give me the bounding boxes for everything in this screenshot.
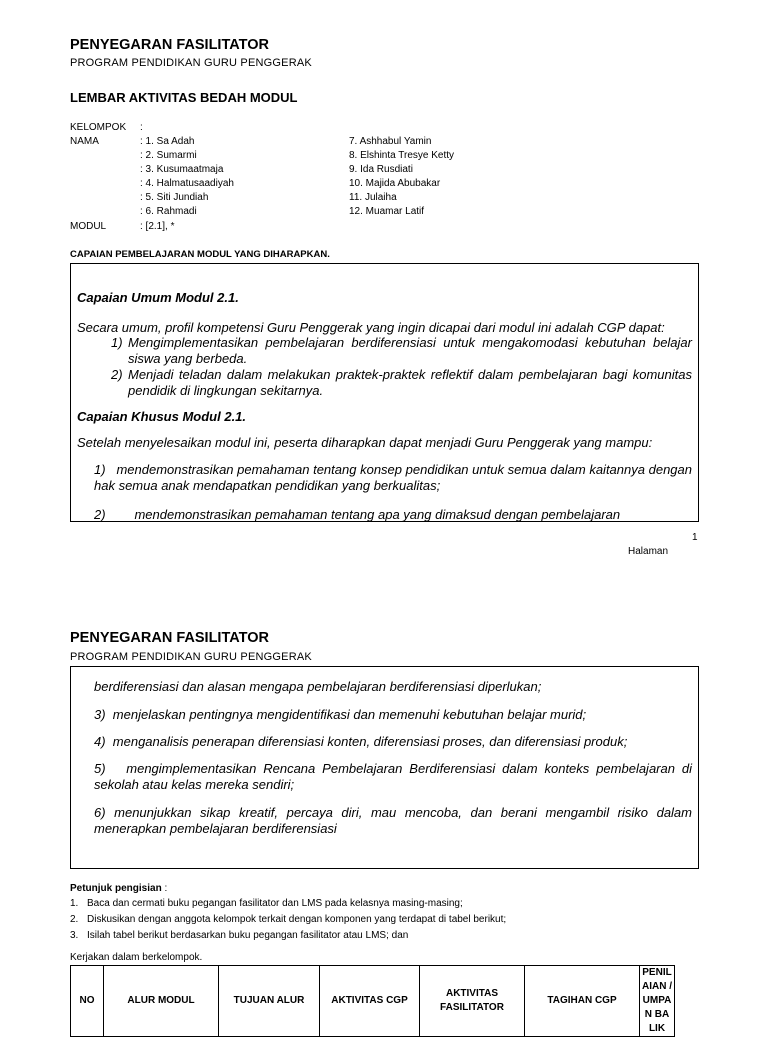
petunjuk-heading bbox=[70, 882, 167, 896]
table-header-row bbox=[71, 966, 675, 1037]
page1-subtitle: PROGRAM PENDIDIKAN GURU PENGGERAK bbox=[70, 57, 312, 69]
list-item bbox=[111, 367, 692, 399]
name-item: 11. Julaiha bbox=[349, 192, 397, 203]
box-item: 3) menjelaskan pentingnya mengidentifikasi dan memenuhi kebutuhan belajar murid; bbox=[94, 707, 587, 722]
list-number: 3. bbox=[70, 930, 79, 941]
modul-value: : [2.1], * bbox=[140, 221, 175, 232]
capaian-umum-intro: Secara umum, profil kompetensi Guru Penggerak yang ingin dicapai dari modul ini adalah CGP dapat: bbox=[77, 320, 665, 335]
list-text: Menjadi teladan dalam melakukan praktek-praktek reflektif dalam pembelajaran bagi komunitas pendidik di lingkungan sekitarnya. bbox=[128, 367, 692, 398]
box-item: berdiferensiasi dan alasan mengapa pembelajaran berdiferensiasi diperlukan; bbox=[94, 679, 542, 694]
capaian-umum-title: Capaian Umum Modul 2.1. bbox=[77, 290, 239, 305]
page-number: 1 bbox=[692, 532, 698, 543]
list-text: Baca dan cermati buku pegangan fasilitator dan LMS pada kelasnya masing-masing; bbox=[87, 898, 463, 909]
list-number: 2. bbox=[70, 914, 79, 925]
names-left-list bbox=[140, 135, 234, 219]
name-item: 7. Ashhabul Yamin bbox=[349, 136, 432, 147]
name-item: : 3. Kusumaatmaja bbox=[140, 164, 224, 175]
th-penilaian: PENILAIAN / UMPAN BALIK bbox=[640, 966, 675, 1037]
box-item: 4) menganalisis penerapan diferensiasi konten, diferensiasi proses, dan diferensiasi produk; bbox=[94, 734, 628, 749]
th-alur-modul: ALUR MODUL bbox=[104, 966, 219, 1037]
list-item bbox=[70, 897, 700, 913]
capaian-heading: CAPAIAN PEMBELAJARAN MODUL YANG DIHARAPKAN. bbox=[70, 249, 330, 260]
name-item: 8. Elshinta Tresye Ketty bbox=[349, 150, 455, 161]
names-right-list bbox=[349, 135, 454, 219]
activity-table bbox=[70, 965, 675, 1037]
capaian-khusus-item-1: 1) mendemonstrasikan pemahaman tentang konsep pendidikan untuk semua dalam kaitannya dengan hak semua anak mendapatkan pendidikan yang berkualitas; bbox=[94, 462, 696, 493]
capaian-khusus-intro: Setelah menyelesaikan modul ini, peserta diharapkan dapat menjadi Guru Penggerak yang mampu: bbox=[77, 435, 653, 450]
page2-subtitle: PROGRAM PENDIDIKAN GURU PENGGERAK bbox=[70, 651, 312, 663]
list-text: Isilah tabel berikut berdasarkan buku pegangan fasilitator atau LMS; dan bbox=[87, 930, 409, 941]
nama-label: NAMA bbox=[70, 136, 99, 147]
list-number: 2) bbox=[111, 367, 123, 382]
th-tujuan-alur: TUJUAN ALUR bbox=[219, 966, 320, 1037]
list-item bbox=[111, 335, 692, 367]
capaian-khusus-title: Capaian Khusus Modul 2.1. bbox=[77, 409, 247, 424]
th-aktivitas-fasilitator: AKTIVITAS FASILITATOR bbox=[420, 966, 525, 1037]
capaian-box bbox=[70, 263, 699, 522]
page2-title: PENYEGARAN FASILITATOR bbox=[70, 630, 269, 646]
modul-label: MODUL bbox=[70, 221, 107, 232]
th-no: NO bbox=[71, 966, 104, 1037]
name-item: : 5. Siti Jundiah bbox=[140, 192, 209, 203]
name-item: : 6. Rahmadi bbox=[140, 206, 197, 217]
kelompok-value: : bbox=[140, 122, 143, 133]
sheet-title: LEMBAR AKTIVITAS BEDAH MODUL bbox=[70, 90, 298, 105]
petunjuk-list bbox=[70, 897, 700, 945]
page-label: Halaman bbox=[628, 546, 669, 557]
name-item: : 2. Sumarmi bbox=[140, 150, 197, 161]
petunjuk-label: Petunjuk pengisian bbox=[70, 883, 162, 894]
name-item: : 1. Sa Adah bbox=[140, 136, 195, 147]
name-item: 12. Muamar Latif bbox=[349, 206, 425, 217]
capaian-khusus-item-2: 2) mendemonstrasikan pemahaman tentang apa yang dimaksud dengan pembelajaran bbox=[94, 507, 621, 522]
list-item bbox=[70, 913, 700, 929]
list-text: Mengimplementasikan pembelajaran berdiferensiasi untuk mengakomodasi kebutuhan belajar siswa yang berbeda. bbox=[128, 335, 692, 366]
kelompok-label: KELOMPOK bbox=[70, 122, 127, 133]
capaian-umum-list bbox=[111, 335, 692, 399]
kerjakan-note: Kerjakan dalam berkelompok. bbox=[70, 952, 203, 963]
box-item: 5) mengimplementasikan Rencana Pembelajaran Berdiferensiasi dalam konteks pembelajaran di sekolah atau kelas mereka sendiri; bbox=[94, 761, 696, 792]
list-number: 1) bbox=[111, 335, 123, 350]
page1-title: PENYEGARAN FASILITATOR bbox=[70, 37, 269, 53]
name-item: 9. Ida Rusdiati bbox=[349, 164, 413, 175]
th-aktivitas-cgp: AKTIVITAS CGP bbox=[320, 966, 420, 1037]
list-item bbox=[70, 929, 700, 945]
list-number: 1. bbox=[70, 898, 79, 909]
name-item: 10. Majida Abubakar bbox=[349, 178, 441, 189]
th-tagihan-cgp: TAGIHAN CGP bbox=[525, 966, 640, 1037]
list-text: Diskusikan dengan anggota kelompok terkait dengan komponen yang terdapat di tabel berikut; bbox=[87, 914, 507, 925]
box-item: 6) menunjukkan sikap kreatif, percaya diri, mau mencoba, dan berani mengambil risiko dalam menerapkan pembelajaran berdiferensiasi bbox=[94, 805, 696, 836]
petunjuk-colon: : bbox=[161, 883, 168, 894]
name-item: : 4. Halmatusaadiyah bbox=[140, 178, 234, 189]
capaian-box-continued bbox=[70, 666, 699, 869]
